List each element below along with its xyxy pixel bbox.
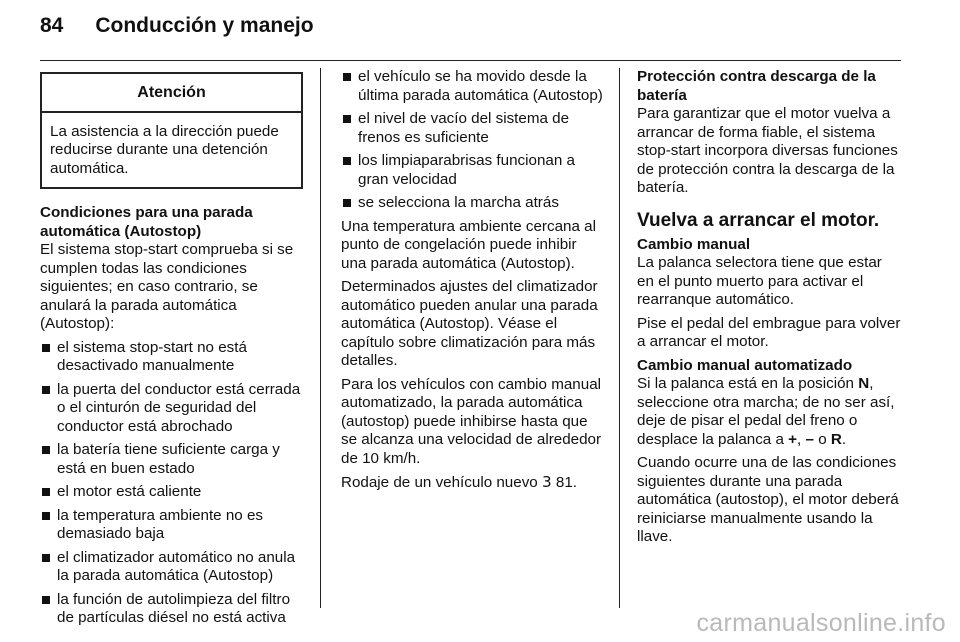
list-item: los limpiaparabrisas funcionan a gran velocidad <box>341 152 604 189</box>
paragraph: Para garantizar que el motor vuelva a arrancar de forma fiable, el sistema stop-start incorpora diversas funciones de protección contra la descarga de la batería. <box>637 105 898 196</box>
list-item: la puerta del conductor está cerrada o el cinturón de seguridad del conductor está abrochado <box>40 381 303 437</box>
column-divider-1 <box>320 68 321 608</box>
cross-reference: Rodaje de un vehículo nuevo 3 81. <box>341 473 578 491</box>
page-number: 84 <box>40 14 64 37</box>
paragraph: Determinados ajustes del climatizador automático pueden anular una parada automática (Autostop). Véase el capítulo sobre climatización para más detalles. <box>341 278 598 369</box>
column-divider-2 <box>619 68 620 608</box>
watermark: carmanualsonline.info <box>696 609 946 637</box>
attention-box <box>40 72 303 189</box>
manual-gearbox-heading: Cambio manual <box>637 235 751 253</box>
autostop-conditions-list-continued <box>341 68 604 213</box>
list-item: el nivel de vacío del sistema de frenos es suficiente <box>341 110 604 147</box>
attention-title: Atención <box>42 74 301 113</box>
list-item: la función de autolimpieza del filtro de partículas diésel no está activa <box>40 591 303 628</box>
header-divider <box>40 60 901 61</box>
column-2 <box>341 68 604 498</box>
list-item: la temperatura ambiente no es demasiado baja <box>40 507 303 544</box>
page-title: Conducción y manejo <box>95 14 314 37</box>
page-header <box>40 14 314 50</box>
list-item: la batería tiene suficiente carga y está en buen estado <box>40 441 303 478</box>
paragraph: Pise el pedal del embrague para volver a arrancar el motor. <box>637 314 901 350</box>
column-3 <box>637 68 902 552</box>
paragraph: Una temperatura ambiente cercana al punto de congelación puede inhibir una parada automática (Autostop). <box>341 217 596 272</box>
attention-text: La asistencia a la dirección puede reducirse durante una detención automática. <box>50 122 279 177</box>
automated-gearbox-heading: Cambio manual automatizado <box>637 356 853 374</box>
battery-protection-heading: Protección contra descarga de la batería <box>637 68 876 104</box>
column-1 <box>40 68 303 633</box>
page-reference[interactable]: 81. <box>555 474 578 491</box>
autostop-conditions-heading: Condiciones para una parada automática (Autostop) <box>40 204 253 240</box>
list-item: el climatizador automático no anula la parada automática (Autostop) <box>40 549 303 586</box>
autostop-conditions-list <box>40 339 303 628</box>
restart-engine-heading: Vuelva a arrancar el motor. <box>637 209 880 231</box>
paragraph: Para los vehículos con cambio manual automatizado, la parada automática (autostop) puede inhibirse hasta que se alcanza una velocidad de alrededor de 10 km/h. <box>341 375 602 467</box>
paragraph: Cuando ocurre una de las condiciones siguientes durante una parada automática (autostop), el motor deberá reiniciarse manualmente usando la llave. <box>637 454 899 545</box>
autostop-conditions-intro: El sistema stop-start comprueba si se cumplen todas las condiciones siguientes; en caso contrario, se anulará la parada automática (Autostop): <box>40 241 294 332</box>
list-item: el motor está caliente <box>40 483 303 502</box>
list-item: se selecciona la marcha atrás <box>341 194 604 213</box>
arrow-reference-icon: 3 <box>541 473 552 491</box>
list-item: el sistema stop-start no está desactivado manualmente <box>40 339 303 376</box>
paragraph: Si la palanca está en la posición N, seleccione otra marcha; de no ser así, deje de pisar el pedal del freno o desplace la palanca a +, – o R. <box>637 375 895 448</box>
paragraph: La palanca selectora tiene que estar en el punto muerto para activar el rearranque automático. <box>637 254 882 308</box>
list-item: el vehículo se ha movido desde la última parada automática (Autostop) <box>341 68 604 105</box>
